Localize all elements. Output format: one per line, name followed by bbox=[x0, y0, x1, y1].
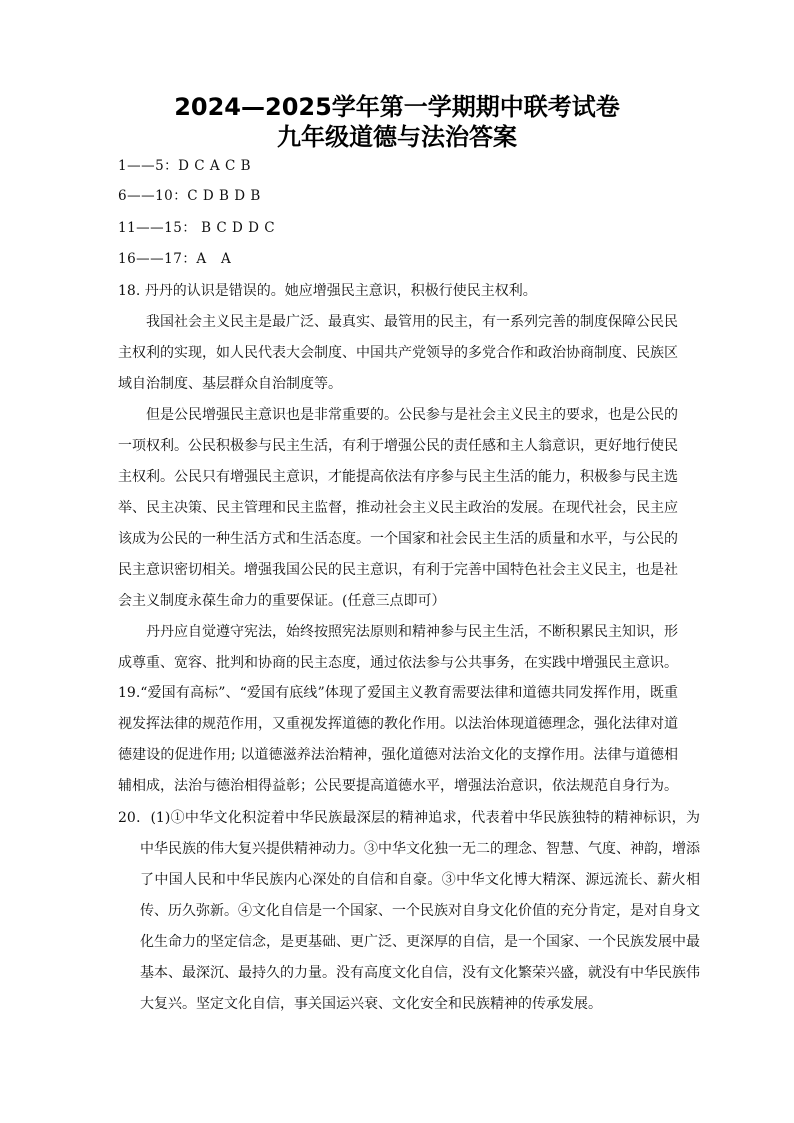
q19-answer: 19.“爱国有高标”、“爱国有底线”体现了爱国主义教育需要法律和道德共同发挥作用，既重视发挥法律的规范作用，又重视发挥道德的教化作用。以法治体现道德理念，强化法律对道德建设的促进作用; 以道德滋养法治精神，强化道德对法治文化的支撑作用。法律与道德相辅相成，法治与德治相得益彰；公民要提高道德水平，增强法治意识，依法规范自身行为。 bbox=[118, 685, 678, 794]
q18-paragraph-1: 我国社会主义民主是最广泛、最真实、最管用的民主，有一系列完善的制度保障公民民主权利的实现，如人民代表大会制度、中国共产党领导的多党合作和政治协商制度、民族区域自治制度、基层群众自治制度等。 bbox=[118, 314, 678, 392]
q18-paragraph-2: 但是公民增强民主意识也是非常重要的。公民参与是社会主义民主的要求，也是公民的一项权利。公民积极参与民主生活，有利于增强公民的责任感和主人翁意识，更好地行使民主权利。公民只有增强民主意识，才能提高依法有序参与民主生活的能力，积极参与民主选举、民主决策、民主管理和民主监督，推动社会主义民主政治的发展。在现代社会，民主应该成为公民的一种生活方式和生活态度。一个国家和社会民主生活的质量和水平，与公民的民主意识密切相关。增强我国公民的民主意识，有利于完善中国特色社会主义民主，也是社会主义制度永葆生命力的重要保证。(任意三点即可） bbox=[118, 407, 678, 609]
q20-answer: 20．(1)①中华文化积淀着中华民族最深层的精神追求，代表着中华民族独特的精神标识，为中华民族的伟大复兴提供精神动力。③中华文化独一无二的理念、智慧、气度、神韵，增添了中国人民和中华民族内心深处的自信和自豪。③中华文化博大精深、源远流长、薪火相传、历久弥新。④文化自信是一个国家、一个民族对自身文化价值的充分肯定，是对自身文化生命力的坚定信念，是更基础、更广泛、更深厚的自信，是一个国家、一个民族发展中最基本、最深沉、最持久的力量。没有高度文化自信，没有文化繁荣兴盛，就没有中华民族伟大复兴。坚定文化自信，事关国运兴衰、文化安全和民族精神的传承发展。 bbox=[118, 810, 700, 1012]
answer-row-16-17: 16——17：A A bbox=[118, 251, 232, 267]
exam-title: 2024—2025学年第一学期期中联考试卷 bbox=[174, 93, 620, 121]
q18-lead: 18. 丹丹的认识是错误的。她应增强民主意识，积极行使民主权利。 bbox=[118, 283, 537, 299]
q18-paragraph-3: 丹丹应自觉遵守宪法，始终按照宪法原则和精神参与民主生活，不断积累民主知识，形成尊重、宽容、批判和协商的民主态度，通过依法参与公共事务，在实践中增强民主意识。 bbox=[118, 624, 678, 671]
answer-row-11-15: 11——15： B C D D C bbox=[118, 220, 276, 236]
exam-subtitle: 九年级道德与法治答案 bbox=[277, 123, 517, 151]
answer-row-6-10: 6——10：C D B D B bbox=[118, 188, 261, 204]
answer-row-1-5: 1——5：D C A C B bbox=[118, 158, 251, 174]
